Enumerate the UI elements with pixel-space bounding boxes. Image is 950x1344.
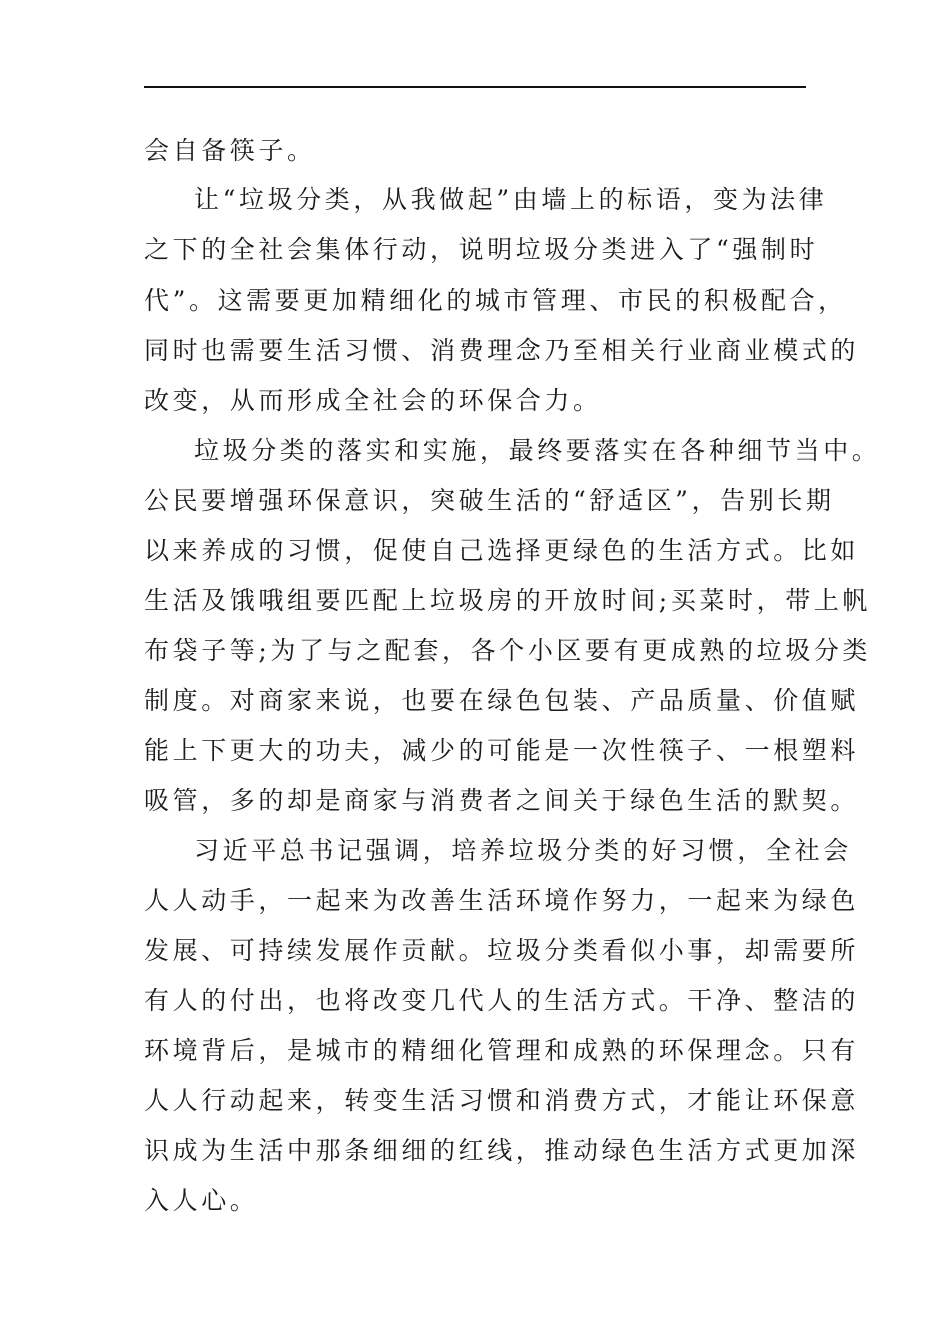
text-line: 人人行动起来，转变生活习惯和消费方式，才能让环保意	[144, 1086, 860, 1115]
text-line: 人人动手，一起来为改善生活环境作努力，一起来为绿色	[144, 886, 860, 915]
text-line: 同时也需要生活习惯、消费理念乃至相关行业商业模式的	[144, 336, 860, 365]
text-line: 有人的付出，也将改变几代人的生活方式。干净、整洁的	[144, 986, 860, 1015]
header-rule	[144, 86, 806, 88]
text-line: 制度。对商家来说，也要在绿色包装、产品质量、价值赋	[144, 686, 860, 715]
text-line: 改变，从而形成全社会的环保合力。	[144, 386, 602, 415]
text-line: 生活及饿哦组要匹配上垃圾房的开放时间;买菜时，带上帆	[144, 586, 872, 615]
text-line: 以来养成的习惯，促使自己选择更绿色的生活方式。比如	[144, 536, 860, 565]
paragraph-first-line: 习近平总书记强调，培养垃圾分类的好习惯，全社会	[194, 836, 852, 865]
text-line: 识成为生活中那条细细的红线，推动绿色生活方式更加深	[144, 1136, 860, 1165]
text-line: 能上下更大的功夫，减少的可能是一次性筷子、一根塑料	[144, 736, 860, 765]
text-line: 吸管，多的却是商家与消费者之间关于绿色生活的默契。	[144, 786, 860, 815]
paragraph-first-line: 让“垃圾分类，从我做起”由墙上的标语，变为法律	[194, 185, 828, 214]
paragraph-first-line: 垃圾分类的落实和实施，最终要落实在各种细节当中。	[194, 436, 881, 465]
text-line: 布袋子等;为了与之配套，各个小区要有更成熟的垃圾分类	[144, 636, 872, 665]
text-line: 代”。这需要更加精细化的城市管理、市民的积极配合，	[144, 286, 847, 315]
text-line: 环境背后，是城市的精细化管理和成熟的环保理念。只有	[144, 1036, 860, 1065]
text-line: 会自备筷子。	[144, 136, 316, 165]
text-line: 入人心。	[144, 1186, 259, 1215]
text-line: 发展、可持续发展作贡献。垃圾分类看似小事，却需要所	[144, 936, 860, 965]
text-line: 之下的全社会集体行动，说明垃圾分类进入了“强制时	[144, 235, 819, 264]
text-line: 公民要增强环保意识，突破生活的“舒适区”，告别长期	[144, 486, 835, 515]
